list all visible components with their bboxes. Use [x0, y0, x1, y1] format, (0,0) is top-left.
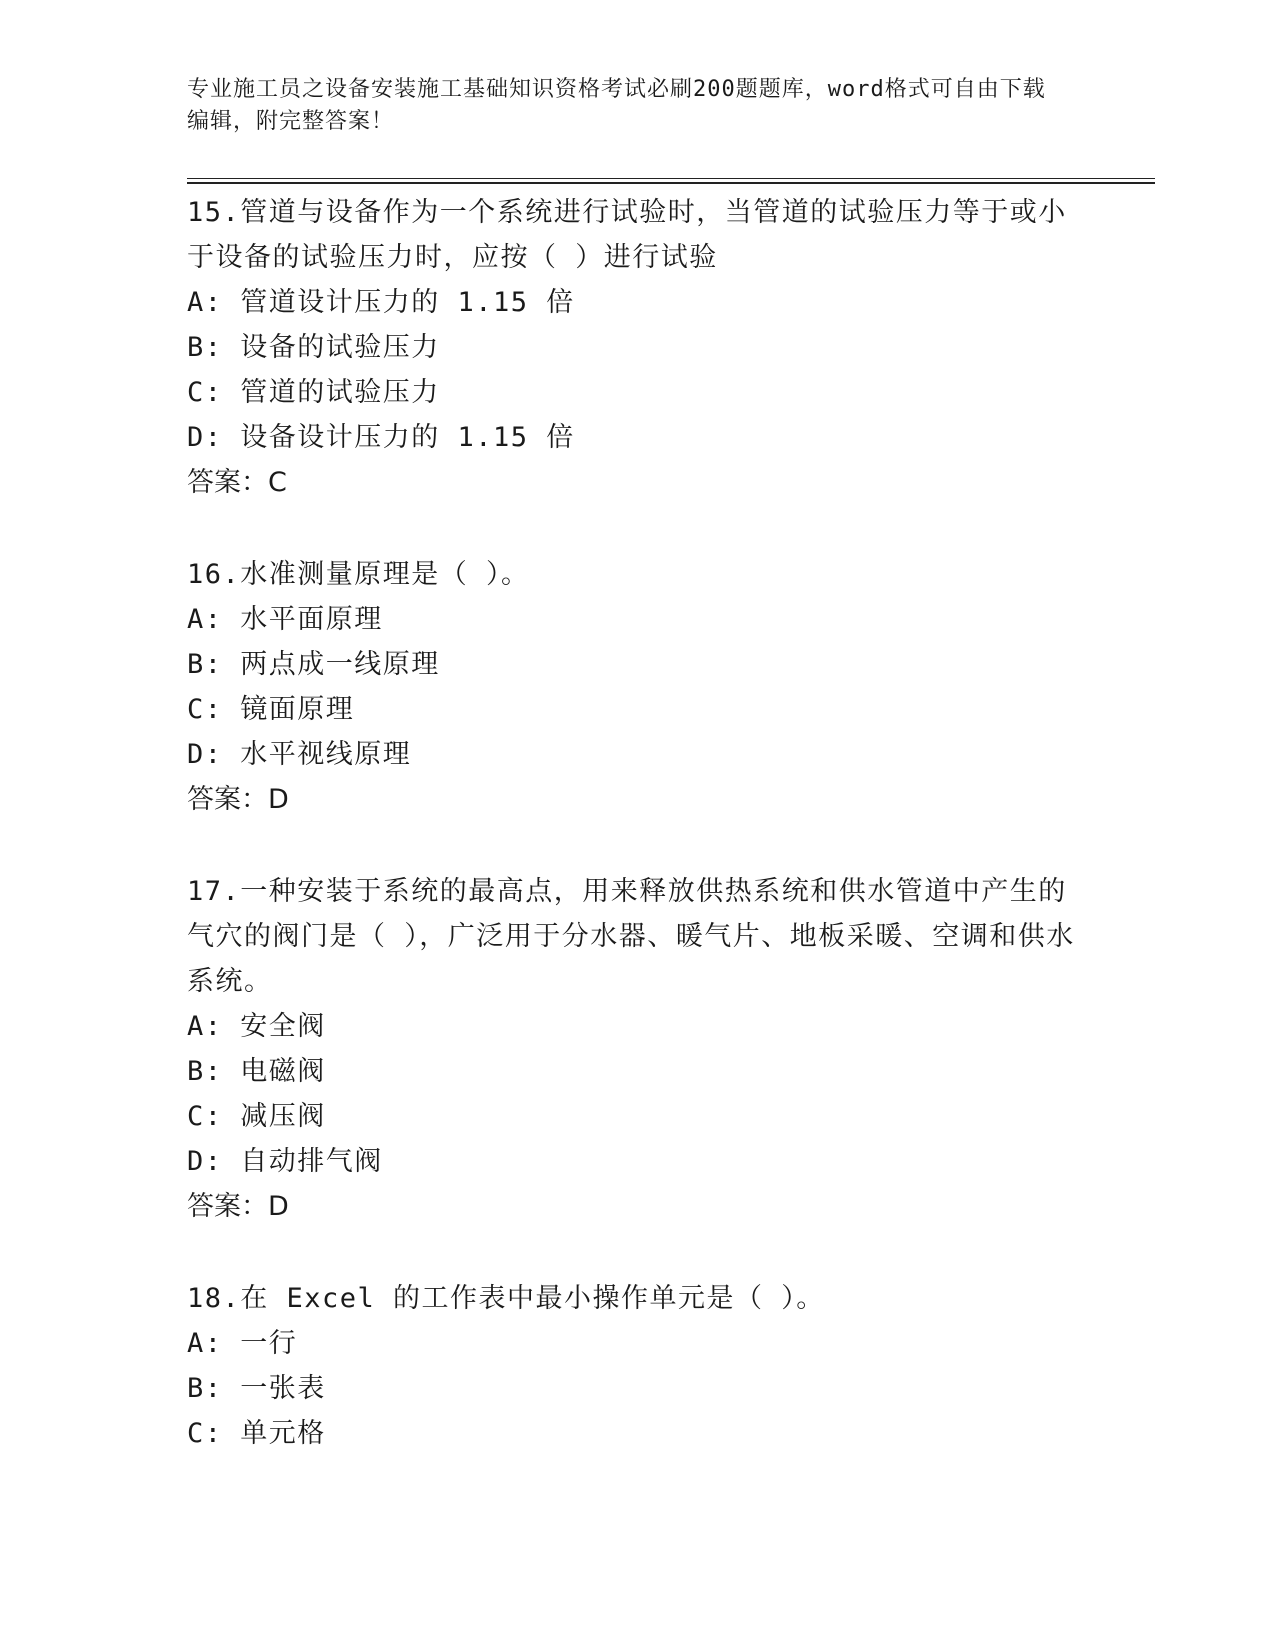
question-text: 16.水准测量原理是（ ）。	[187, 559, 530, 590]
header-divider-thin	[187, 178, 1155, 179]
option-c: C: 镜面原理	[187, 694, 355, 725]
answer-line: 答案：C	[187, 467, 287, 498]
option-a: A: 安全阀	[187, 1011, 326, 1042]
option-b: B: 设备的试验压力	[187, 332, 440, 363]
header-divider-thick	[187, 182, 1155, 184]
question-text: 17.一种安装于系统的最高点，用来释放供热系统和供水管道中产生的气穴的阀门是（ ），广泛用于分水器、暖气片、地板采暖、空调和供水系统。	[187, 876, 1075, 997]
document-header: 专业施工员之设备安装施工基础知识资格考试必刷200题题库，word格式可自由下载编辑，附完整答案！	[187, 77, 1046, 134]
option-b: B: 电磁阀	[187, 1056, 326, 1087]
option-b: B: 一张表	[187, 1373, 326, 1404]
question-17	[187, 869, 1087, 1229]
option-c: C: 减压阀	[187, 1101, 326, 1132]
option-c: C: 单元格	[187, 1418, 326, 1449]
question-18	[187, 1276, 1087, 1456]
question-text: 15.管道与设备作为一个系统进行试验时，当管道的试验压力等于或小于设备的试验压力时，应按（ ）进行试验	[187, 197, 1067, 273]
answer-line: 答案：D	[187, 1191, 289, 1222]
option-a: A: 一行	[187, 1328, 298, 1359]
answer-line: 答案：D	[187, 784, 289, 815]
option-c: C: 管道的试验压力	[187, 377, 440, 408]
question-15	[187, 190, 1087, 505]
question-list	[187, 190, 1087, 1503]
option-d: D: 自动排气阀	[187, 1146, 383, 1177]
question-text: 18.在 Excel 的工作表中最小操作单元是（ ）。	[187, 1283, 825, 1314]
option-a: A: 水平面原理	[187, 604, 383, 635]
question-16	[187, 552, 1087, 822]
option-b: B: 两点成一线原理	[187, 649, 440, 680]
option-d: D: 水平视线原理	[187, 739, 412, 770]
option-d: D: 设备设计压力的 1.15 倍	[187, 422, 575, 453]
option-a: A: 管道设计压力的 1.15 倍	[187, 287, 575, 318]
